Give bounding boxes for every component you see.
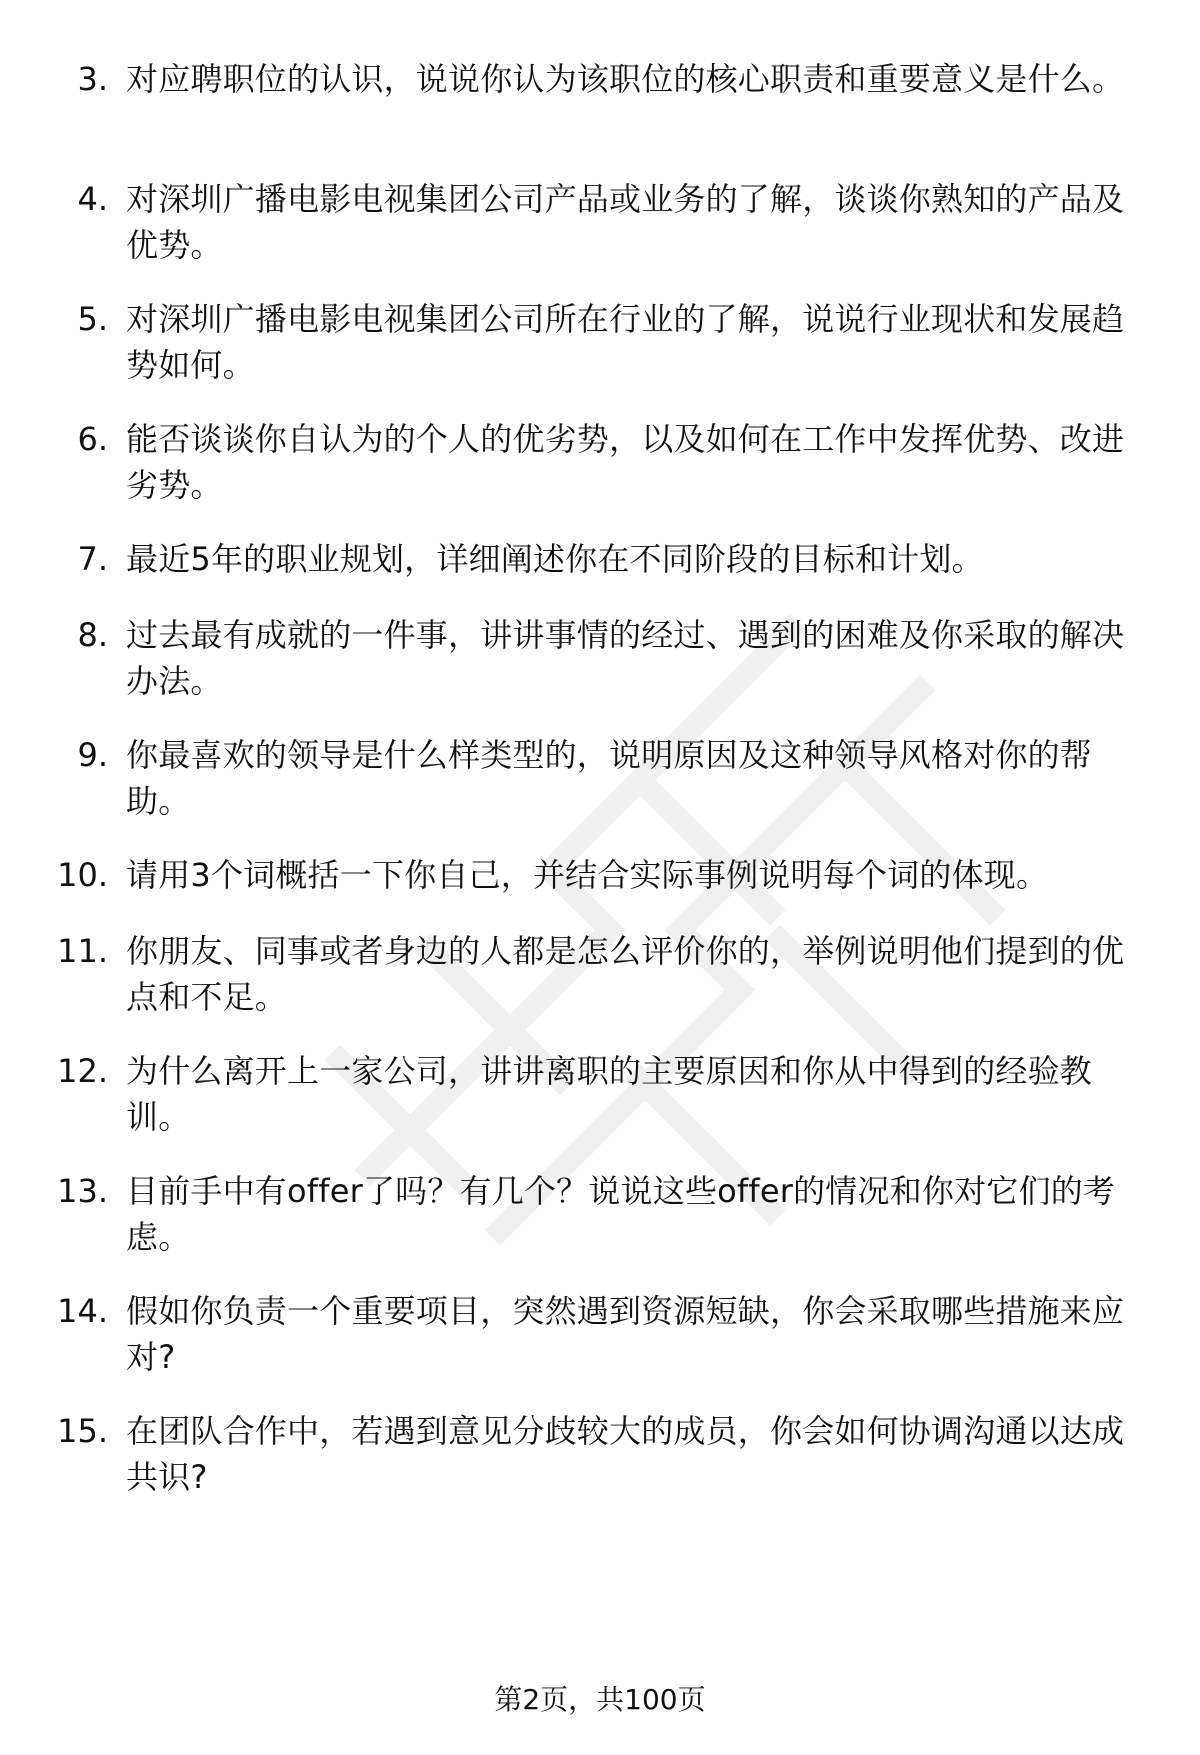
question-text: 请用3个词概括一下你自己，并结合实际事例说明每个词的体现。 — [126, 856, 1049, 894]
question-number: 13. — [57, 1172, 108, 1210]
question-number: 5. — [77, 300, 108, 338]
question-number: 4. — [77, 180, 108, 218]
question-item-15 — [0, 1408, 1200, 1500]
question-text: 假如你负责一个重要项目，突然遇到资源短缺，你会采取哪些措施来应对? — [126, 1292, 1125, 1376]
question-number: 7. — [77, 540, 108, 578]
question-item-4 — [0, 176, 1200, 268]
question-text: 对应聘职位的认识，说说你认为该职位的核心职责和重要意义是什么。 — [126, 60, 1125, 98]
page-footer — [0, 1680, 1200, 1720]
question-text: 过去最有成就的一件事，讲讲事情的经过、遇到的困难及你采取的解决办法。 — [126, 616, 1125, 700]
question-number: 14. — [57, 1292, 108, 1330]
question-number: 10. — [57, 856, 108, 894]
question-number: 11. — [57, 932, 108, 970]
question-item-3 — [0, 56, 1200, 148]
question-text: 对深圳广播电影电视集团公司产品或业务的了解，谈谈你熟知的产品及优势。 — [126, 180, 1125, 264]
question-item-12 — [0, 1048, 1200, 1140]
question-number: 3. — [77, 60, 108, 98]
question-item-9 — [0, 732, 1200, 824]
question-number: 9. — [77, 736, 108, 774]
question-item-6 — [0, 416, 1200, 508]
question-text: 在团队合作中，若遇到意见分歧较大的成员，你会如何协调沟通以达成共识? — [126, 1412, 1125, 1496]
question-text: 对深圳广播电影电视集团公司所在行业的了解，说说行业现状和发展趋势如何。 — [126, 300, 1125, 384]
question-text: 最近5年的职业规划，详细阐述你在不同阶段的目标和计划。 — [126, 540, 984, 578]
question-item-7 — [0, 536, 1200, 584]
question-number: 8. — [77, 616, 108, 654]
question-number: 12. — [57, 1052, 108, 1090]
question-item-14 — [0, 1288, 1200, 1380]
question-number: 6. — [77, 420, 108, 458]
question-text: 为什么离开上一家公司，讲讲离职的主要原因和你从中得到的经验教训。 — [126, 1052, 1093, 1136]
question-item-10 — [0, 852, 1200, 900]
question-text: 你朋友、同事或者身边的人都是怎么评价你的，举例说明他们提到的优点和不足。 — [126, 932, 1125, 1016]
question-item-5 — [0, 296, 1200, 388]
question-text: 目前手中有offer了吗？有几个？说说这些offer的情况和你对它们的考虑。 — [126, 1172, 1116, 1256]
page-number-label: 第2页，共100页 — [494, 1683, 706, 1716]
question-item-11 — [0, 928, 1200, 1020]
question-text: 能否谈谈你自认为的个人的优劣势，以及如何在工作中发挥优势、改进劣势。 — [126, 420, 1125, 504]
question-item-8 — [0, 612, 1200, 704]
question-item-13 — [0, 1168, 1200, 1260]
question-text: 你最喜欢的领导是什么样类型的，说明原因及这种领导风格对你的帮助。 — [126, 736, 1093, 820]
question-number: 15. — [57, 1412, 108, 1450]
question-list — [0, 56, 1200, 1528]
